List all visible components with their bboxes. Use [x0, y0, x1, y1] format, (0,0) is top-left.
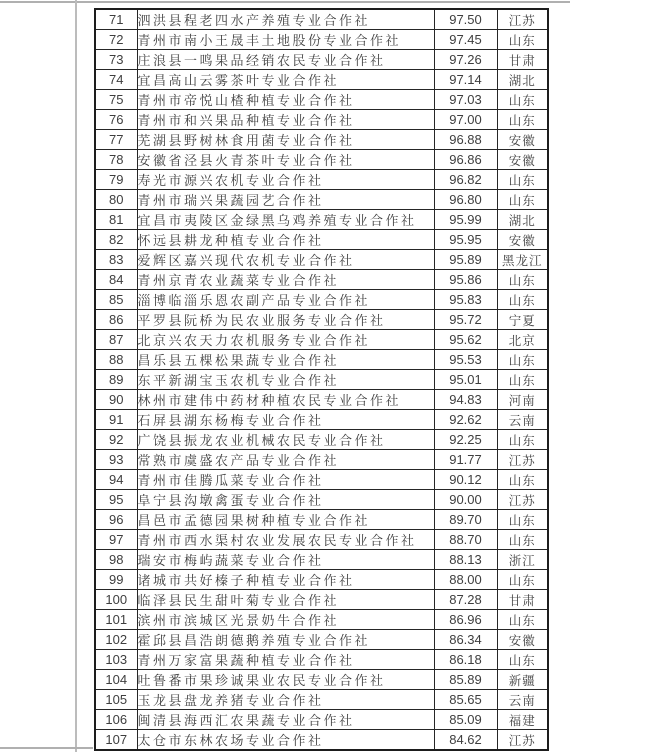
- score-cell: 97.45: [434, 30, 497, 50]
- rank-cell: 103: [95, 650, 137, 670]
- table-row: [95, 290, 548, 310]
- table-row: [95, 110, 548, 130]
- name-cell: 青州京青农业蔬菜专业合作社: [137, 270, 434, 290]
- rank-cell: 83: [95, 250, 137, 270]
- table-row: [95, 610, 548, 630]
- score-cell: 97.00: [434, 110, 497, 130]
- province-cell: 河南: [497, 390, 548, 410]
- table-row: [95, 550, 548, 570]
- table-row: [95, 310, 548, 330]
- table-row: [95, 210, 548, 230]
- rank-cell: 91: [95, 410, 137, 430]
- table-row: [95, 70, 548, 90]
- score-cell: 90.12: [434, 470, 497, 490]
- province-cell: 山东: [497, 570, 548, 590]
- province-cell: 山东: [497, 350, 548, 370]
- rank-cell: 86: [95, 310, 137, 330]
- rank-cell: 84: [95, 270, 137, 290]
- rank-cell: 71: [95, 9, 137, 30]
- rank-cell: 88: [95, 350, 137, 370]
- score-cell: 95.72: [434, 310, 497, 330]
- score-cell: 84.62: [434, 730, 497, 751]
- rank-cell: 95: [95, 490, 137, 510]
- table-row: [95, 250, 548, 270]
- name-cell: 泗洪县程老四水产养殖专业合作社: [137, 9, 434, 30]
- name-cell: 常熟市虞盛农产品专业合作社: [137, 450, 434, 470]
- province-cell: 甘肃: [497, 590, 548, 610]
- score-cell: 88.70: [434, 530, 497, 550]
- page-bottom-edge-line: [0, 747, 93, 749]
- score-cell: 96.88: [434, 130, 497, 150]
- rank-cell: 76: [95, 110, 137, 130]
- province-cell: 新疆: [497, 670, 548, 690]
- score-cell: 89.70: [434, 510, 497, 530]
- rank-cell: 90: [95, 390, 137, 410]
- score-cell: 95.89: [434, 250, 497, 270]
- province-cell: 黑龙江: [497, 250, 548, 270]
- table-row: [95, 90, 548, 110]
- name-cell: 青州市佳腾瓜菜专业合作社: [137, 470, 434, 490]
- province-cell: 安徽: [497, 150, 548, 170]
- province-cell: 浙江: [497, 550, 548, 570]
- name-cell: 宜昌市夷陵区金绿黑乌鸡养殖专业合作社: [137, 210, 434, 230]
- name-cell: 霍邱县昌浩朗德鹅养殖专业合作社: [137, 630, 434, 650]
- table-row: [95, 50, 548, 70]
- name-cell: 宜昌高山云雾茶叶专业合作社: [137, 70, 434, 90]
- province-cell: 江苏: [497, 730, 548, 751]
- table-row: [95, 730, 548, 751]
- name-cell: 瑞安市梅屿蔬菜专业合作社: [137, 550, 434, 570]
- table-row: [95, 270, 548, 290]
- score-cell: 95.86: [434, 270, 497, 290]
- rank-cell: 78: [95, 150, 137, 170]
- rank-cell: 102: [95, 630, 137, 650]
- name-cell: 东平新湖宝玉农机专业合作社: [137, 370, 434, 390]
- rank-cell: 92: [95, 430, 137, 450]
- province-cell: 山东: [497, 470, 548, 490]
- name-cell: 滨州市滨城区光景奶牛合作社: [137, 610, 434, 630]
- name-cell: 平罗县阮桥为民农业服务专业合作社: [137, 310, 434, 330]
- score-cell: 87.28: [434, 590, 497, 610]
- province-cell: 山东: [497, 290, 548, 310]
- table-row: [95, 570, 548, 590]
- name-cell: 北京兴农天力农机服务专业合作社: [137, 330, 434, 350]
- province-cell: 江苏: [497, 450, 548, 470]
- table-row: [95, 450, 548, 470]
- table-row: [95, 9, 548, 30]
- rank-cell: 101: [95, 610, 137, 630]
- province-cell: 山东: [497, 30, 548, 50]
- name-cell: 青州万家富果蔬种植专业合作社: [137, 650, 434, 670]
- rank-cell: 98: [95, 550, 137, 570]
- rank-cell: 104: [95, 670, 137, 690]
- score-cell: 86.96: [434, 610, 497, 630]
- name-cell: 吐鲁番市果珍诚果业农民专业合作社: [137, 670, 434, 690]
- table-row: [95, 370, 548, 390]
- score-cell: 85.09: [434, 710, 497, 730]
- score-cell: 95.53: [434, 350, 497, 370]
- name-cell: 石屏县湖东杨梅专业合作社: [137, 410, 434, 430]
- rank-cell: 89: [95, 370, 137, 390]
- province-cell: 安徽: [497, 630, 548, 650]
- province-cell: 山东: [497, 110, 548, 130]
- page-left-edge-line: [75, 0, 77, 752]
- table-row: [95, 230, 548, 250]
- score-cell: 88.00: [434, 570, 497, 590]
- rank-cell: 105: [95, 690, 137, 710]
- table-row: [95, 430, 548, 450]
- name-cell: 太仓市东林农场专业合作社: [137, 730, 434, 751]
- province-cell: 云南: [497, 690, 548, 710]
- province-cell: 湖北: [497, 210, 548, 230]
- table-row: [95, 470, 548, 490]
- score-cell: 88.13: [434, 550, 497, 570]
- table-row: [95, 650, 548, 670]
- score-cell: 95.95: [434, 230, 497, 250]
- table-row: [95, 350, 548, 370]
- table-row: [95, 30, 548, 50]
- name-cell: 广饶县振龙农业机械农民专业合作社: [137, 430, 434, 450]
- province-cell: 宁夏: [497, 310, 548, 330]
- table-row: [95, 190, 548, 210]
- score-cell: 90.00: [434, 490, 497, 510]
- province-cell: 山东: [497, 270, 548, 290]
- rank-cell: 85: [95, 290, 137, 310]
- score-cell: 97.50: [434, 9, 497, 30]
- name-cell: 青州市南小王晟丰土地股份专业合作社: [137, 30, 434, 50]
- score-cell: 97.03: [434, 90, 497, 110]
- rank-cell: 99: [95, 570, 137, 590]
- table-row: [95, 410, 548, 430]
- rank-cell: 106: [95, 710, 137, 730]
- score-cell: 96.80: [434, 190, 497, 210]
- name-cell: 庄浪县一鸣果品经销农民专业合作社: [137, 50, 434, 70]
- table-row: [95, 330, 548, 350]
- province-cell: 湖北: [497, 70, 548, 90]
- name-cell: 林州市建伟中药材种植农民专业合作社: [137, 390, 434, 410]
- rank-cell: 75: [95, 90, 137, 110]
- cooperative-ranking-table: [94, 8, 549, 751]
- name-cell: 昌乐县五棵松果蔬专业合作社: [137, 350, 434, 370]
- province-cell: 山东: [497, 610, 548, 630]
- rank-cell: 74: [95, 70, 137, 90]
- province-cell: 山东: [497, 90, 548, 110]
- rank-cell: 77: [95, 130, 137, 150]
- table-row: [95, 710, 548, 730]
- rank-cell: 79: [95, 170, 137, 190]
- name-cell: 昌邑市孟德园果树种植专业合作社: [137, 510, 434, 530]
- table-row: [95, 590, 548, 610]
- rank-cell: 81: [95, 210, 137, 230]
- name-cell: 寿光市源兴农机专业合作社: [137, 170, 434, 190]
- rank-cell: 72: [95, 30, 137, 50]
- score-cell: 85.89: [434, 670, 497, 690]
- score-cell: 95.62: [434, 330, 497, 350]
- province-cell: 安徽: [497, 130, 548, 150]
- name-cell: 芜湖县野树林食用菌专业合作社: [137, 130, 434, 150]
- province-cell: 北京: [497, 330, 548, 350]
- table-row: [95, 390, 548, 410]
- rank-cell: 93: [95, 450, 137, 470]
- province-cell: 甘肃: [497, 50, 548, 70]
- table-row: [95, 690, 548, 710]
- rank-cell: 107: [95, 730, 137, 751]
- province-cell: 山东: [497, 650, 548, 670]
- table-row: [95, 630, 548, 650]
- name-cell: 诸城市共好榛子种植专业合作社: [137, 570, 434, 590]
- province-cell: 山东: [497, 530, 548, 550]
- province-cell: 山东: [497, 170, 548, 190]
- page-top-edge-line: [0, 1, 570, 3]
- name-cell: 淄博临淄乐恩农副产品专业合作社: [137, 290, 434, 310]
- province-cell: 山东: [497, 510, 548, 530]
- score-cell: 95.83: [434, 290, 497, 310]
- province-cell: 江苏: [497, 490, 548, 510]
- score-cell: 97.14: [434, 70, 497, 90]
- name-cell: 安徽省泾县火青茶叶专业合作社: [137, 150, 434, 170]
- name-cell: 青州市西水渠村农业发展农民专业合作社: [137, 530, 434, 550]
- name-cell: 青州市瑞兴果蔬园艺合作社: [137, 190, 434, 210]
- score-cell: 94.83: [434, 390, 497, 410]
- name-cell: 青州市帝悦山楂种植专业合作社: [137, 90, 434, 110]
- score-cell: 92.62: [434, 410, 497, 430]
- rank-cell: 80: [95, 190, 137, 210]
- name-cell: 怀远县耕龙种植专业合作社: [137, 230, 434, 250]
- province-cell: 云南: [497, 410, 548, 430]
- rank-cell: 73: [95, 50, 137, 70]
- name-cell: 临泽县民生甜叶菊专业合作社: [137, 590, 434, 610]
- province-cell: 山东: [497, 190, 548, 210]
- score-cell: 86.34: [434, 630, 497, 650]
- table-row: [95, 530, 548, 550]
- name-cell: 玉龙县盘龙养猪专业合作社: [137, 690, 434, 710]
- score-cell: 96.86: [434, 150, 497, 170]
- score-cell: 95.99: [434, 210, 497, 230]
- score-cell: 96.82: [434, 170, 497, 190]
- rank-cell: 94: [95, 470, 137, 490]
- province-cell: 山东: [497, 370, 548, 390]
- province-cell: 安徽: [497, 230, 548, 250]
- name-cell: 阜宁县沟墩禽蛋专业合作社: [137, 490, 434, 510]
- name-cell: 爱辉区嘉兴现代农机专业合作社: [137, 250, 434, 270]
- table-row: [95, 130, 548, 150]
- score-cell: 95.01: [434, 370, 497, 390]
- table-row: [95, 150, 548, 170]
- province-cell: 山东: [497, 430, 548, 450]
- score-cell: 97.26: [434, 50, 497, 70]
- table-row: [95, 170, 548, 190]
- score-cell: 92.25: [434, 430, 497, 450]
- rank-cell: 96: [95, 510, 137, 530]
- score-cell: 85.65: [434, 690, 497, 710]
- table-row: [95, 490, 548, 510]
- name-cell: 闽清县海西汇农果蔬专业合作社: [137, 710, 434, 730]
- province-cell: 福建: [497, 710, 548, 730]
- score-cell: 91.77: [434, 450, 497, 470]
- name-cell: 青州市和兴果品种植专业合作社: [137, 110, 434, 130]
- rank-cell: 100: [95, 590, 137, 610]
- rank-cell: 82: [95, 230, 137, 250]
- rank-cell: 87: [95, 330, 137, 350]
- rank-cell: 97: [95, 530, 137, 550]
- table-row: [95, 670, 548, 690]
- score-cell: 86.18: [434, 650, 497, 670]
- province-cell: 江苏: [497, 9, 548, 30]
- table-row: [95, 510, 548, 530]
